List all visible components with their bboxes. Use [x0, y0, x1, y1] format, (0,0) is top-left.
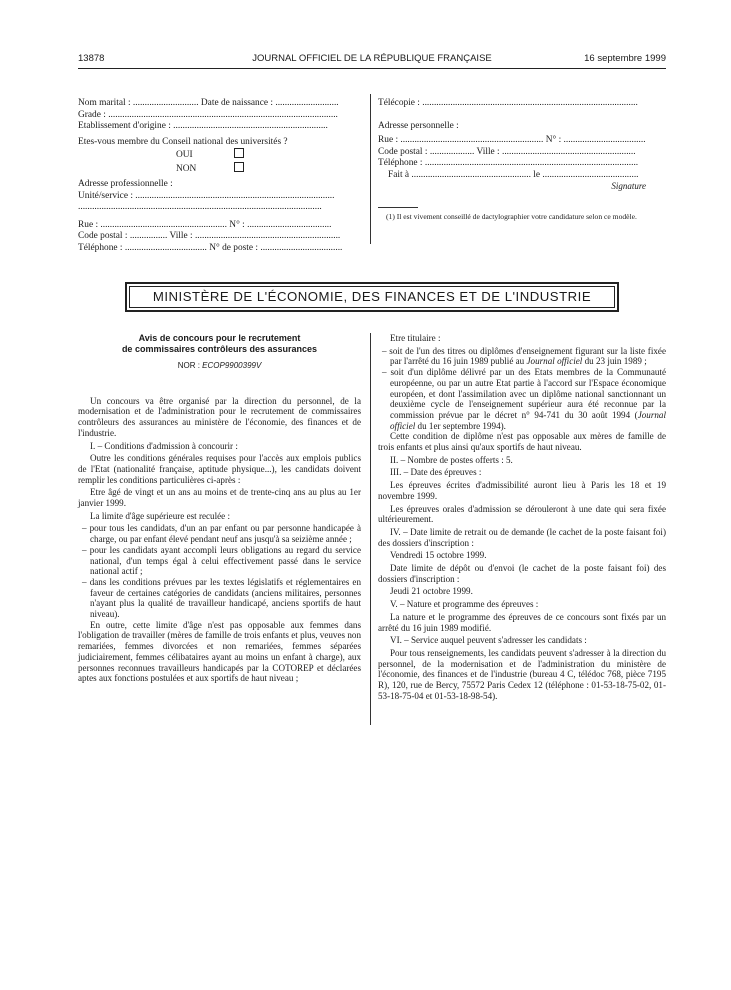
paragraph: Les épreuves orales d'admission se dérouleront à une date qui sera fixée ultérieurement.: [378, 503, 666, 525]
form-line: Etablissement d'origine : ..................................................................: [78, 121, 328, 131]
paragraph: En outre, cette limite d'âge n'est pas opposable aux femmes dans l'obligation de travailler (mères de famille de trois enfants et plus, veuves non remariées, femmes divorcées et non remariées, femmes séparées judiciairement, femmes célibataires ayant au moins un enfant à charge), aux personnes reconnues travailleurs handicapés par la COTOREP et déclarées aptes aux fonctions postulées et aux sportifs de haut niveau ;: [78, 619, 361, 684]
footnote: (1) Il est vivement conseillé de dactylographier votre candidature selon ce modèle.: [386, 211, 637, 221]
footnote-rule: [378, 207, 418, 208]
form-line: Code postal : ................... Ville : .........................................................: [378, 146, 636, 157]
paragraph: La limite d'âge supérieure est reculée :: [90, 510, 230, 521]
list-item-text: – soit de l'un des titres ou diplômes d'enseignement figurant sur la liste fixée par l'arrêté du 16 juin 1989 publié au: [382, 345, 666, 367]
journal-reference: Journal officiel: [390, 409, 666, 431]
list-item: – dans les conditions prévues par les textes législatifs et réglementaires en faveur de certaines catégories de candidats (anciens militaires, personnes n'ayant plus la qualité de travailleur handicapé, anciens sportifs de haut niveau).: [82, 576, 361, 620]
paragraph: Date limite de dépôt ou d'envoi (le cachet de la poste faisant foi) des dossiers d'inscription :: [378, 563, 666, 584]
paragraph: Cette condition de diplôme n'est pas opposable aux mères de famille de trois enfants et plus ainsi qu'aux sportifs de haut niveau.: [378, 431, 666, 453]
form-line: Adresse personnelle :: [378, 120, 459, 131]
column-divider: [370, 94, 371, 244]
paragraph: Les épreuves écrites d'admissibilité auront lieu à Paris les 18 et 19 novembre 1999.: [378, 480, 666, 501]
form-line: Rue : ............................................................. N° : ...................................: [378, 135, 646, 145]
form-line: Téléphone : ...........................................................................................: [378, 158, 639, 168]
paragraph: Vendredi 15 octobre 1999.: [390, 550, 487, 561]
form-line: Nom marital : ............................ Date de naissance : ...........................: [78, 98, 339, 108]
checkbox-oui[interactable]: [234, 148, 244, 158]
section-heading: IV. – Date limite de retrait ou de demande (le cachet de la poste faisant foi) des dossiers d'inscription :: [378, 526, 666, 548]
right-text-column: [378, 333, 666, 704]
nor-code: ECOP9900399V: [202, 361, 262, 370]
checkbox-non[interactable]: [234, 162, 244, 172]
option-non: [78, 162, 363, 176]
ministry-banner: [125, 282, 619, 312]
paragraph: La nature et le programme des épreuves de ce concours sont fixés par un arrêté du 16 juin 1989 modifié.: [378, 611, 666, 633]
journal-title: JOURNAL OFFICIEL DE LA RÉPUBLIQUE FRANÇAISE: [252, 53, 492, 64]
form-line: Rue : ...................................................... N° : ....................................: [78, 219, 332, 230]
list-item: [378, 346, 666, 367]
column-divider: [370, 333, 371, 725]
fait-line: Fait à ................................................... le .........................................: [388, 169, 639, 180]
list-item-text: – soit d'un diplôme délivré par un des Etats membres de la Communauté européenne, ou par un autre Etat partie à l'accord sur l'Espace économique européen, et dont l'assimilation avec un diplôme national sanctionnant un deuxième cycle de l'enseignement supérieur aura été reconnue par la commission prévue par le décret n° 94-741 du 30 août 1994 (: [382, 367, 666, 420]
form-line: Code postal : ................ Ville : ..............................................................: [78, 231, 341, 241]
paragraph: Etre titulaire :: [390, 333, 441, 343]
section-heading: II. – Nombre de postes offerts : 5.: [390, 454, 513, 465]
list-item: – pour tous les candidats, d'un an par enfant ou par personne handicapée à charge, ou par enfant élevé pendant neuf ans jusqu'à sa seizième année ;: [82, 523, 361, 545]
page-header: [78, 53, 666, 67]
list-item-text: du 23 juin 1989 ;: [582, 356, 647, 367]
form-line: Adresse professionnelle :: [78, 179, 173, 189]
header-rule: [78, 68, 666, 69]
nor-reference: [78, 361, 361, 372]
section-heading: V. – Nature et programme des épreuves :: [390, 599, 539, 610]
list-item-text: du 1er septembre 1994).: [415, 420, 506, 431]
ministry-title: MINISTÈRE DE L'ÉCONOMIE, DES FINANCES ET DE L'INDUSTRIE: [129, 286, 615, 308]
section-heading: III. – Date des épreuves :: [390, 467, 482, 478]
option-non-label: NON: [176, 163, 197, 174]
page-number: 13878: [78, 53, 105, 64]
form-line: ........................................................................................................: [78, 202, 322, 212]
form-left-column: [78, 98, 363, 254]
section-heading: I. – Conditions d'admission à concourir :: [90, 440, 238, 451]
form-line: Grade : ..................................................................................................: [78, 109, 338, 120]
list-item: – pour les candidats ayant accompli leurs obligations au regard du service national, d'un temps égal à celui effectivement passé dans le service national actif ;: [82, 544, 361, 577]
form-right-column: [378, 98, 666, 221]
notice-title-2: de commissaires contrôleurs des assurances: [121, 343, 318, 354]
signature-label: Signature: [611, 181, 646, 191]
paragraph: Pour tous renseignements, les candidats peuvent s'adresser à la direction du personnel, de la modernisation et de l'administration du ministère de l'économie, des finances et de l'industrie (bureau 4 C, télédoc 768, pièce 7195 R), 120, rue de Bercy, 75572 Paris Cedex 12 (téléphone : 01-53-18-75-02, 01-53-18-75-04 et 01-53-18-98-54).: [378, 647, 666, 701]
nor-label: NOR :: [177, 361, 200, 370]
section-heading: VI. – Service auquel peuvent s'adresser les candidats :: [390, 635, 587, 646]
publication-date: 16 septembre 1999: [584, 53, 666, 64]
option-oui: [78, 148, 363, 162]
form-line: Unité/service : .....................................................................................: [78, 190, 335, 201]
paragraph: Jeudi 21 octobre 1999.: [390, 586, 473, 597]
option-oui-label: OUI: [176, 150, 193, 160]
journal-reference: Journal officiel: [526, 356, 583, 367]
form-question: Etes-vous membre du Conseil national des universités ?: [78, 136, 288, 147]
paragraph: Etre âgé de vingt et un ans au moins et de trente-cinq ans au plus au 1er janvier 1999.: [78, 487, 361, 509]
form-line: Téléphone : ................................... N° de poste : ...................................: [78, 242, 343, 253]
paragraph: Outre les conditions générales requises pour l'accès aux emplois publics de l'Etat (nationalité française, aptitude physique...), les candidats doivent remplir les conditions particulières ci-après :: [78, 453, 361, 485]
left-text-column: [78, 333, 361, 686]
paragraph: Un concours va être organisé par la direction du personnel, de la modernisation et de l'administration pour le recrutement de commissaires contrôleurs des assurances au ministère de l'économie, des finances et de l'industrie.: [78, 395, 361, 438]
form-line: Télécopie : ............................................................................................: [378, 98, 638, 108]
notice-title-1: Avis de concours pour le recrutement: [138, 333, 301, 343]
list-item: [378, 367, 666, 431]
